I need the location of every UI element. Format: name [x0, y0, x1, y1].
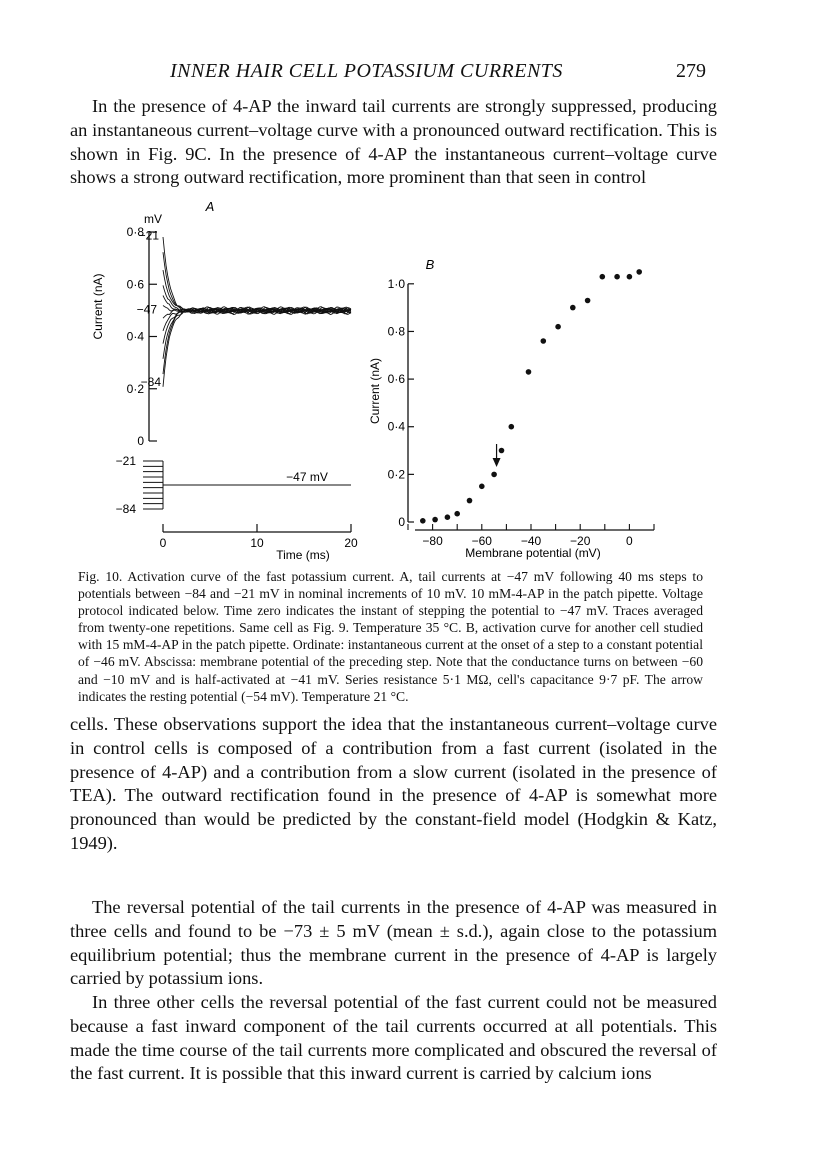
data-point	[614, 274, 620, 280]
panel-b-y-axis-title: Current (nA)	[368, 357, 382, 425]
panel-b	[368, 257, 654, 560]
data-point	[541, 338, 547, 344]
trace-label-bottom: −84	[140, 374, 161, 389]
running-head: INNER HAIR CELL POTASSIUM CURRENTS	[170, 60, 563, 82]
panel-a-x-tick-label: 0	[159, 536, 167, 550]
data-point	[467, 498, 473, 504]
data-point	[570, 305, 576, 311]
data-point	[479, 484, 485, 490]
data-point	[445, 514, 451, 520]
panel-a-y-tick-label: 0·6	[126, 277, 144, 292]
page-number: 279	[676, 60, 706, 82]
mv-unit-label: mV	[144, 212, 162, 226]
panel-a-x-tick-label: 10	[250, 536, 264, 550]
panel-a-y-tick-label: 0·2	[126, 381, 144, 396]
panel-b-x-tick-label: −60	[471, 534, 492, 548]
data-point	[432, 517, 438, 523]
resting-potential-arrow-head	[493, 458, 501, 467]
paragraph-4: In three other cells the reversal potential of the fast current could not be measured because a fast inward component of the tail currents occurred at all potentials. This made the time course of the tail currents more complicated and obscured the reversal of the fast current. It is possible that this inward current is carried by calcium ions	[70, 992, 717, 1084]
panel-b-label: B	[425, 257, 435, 272]
panel-b-x-tick-label: −80	[422, 534, 443, 548]
tail-current-trace	[163, 252, 351, 314]
data-point	[585, 298, 591, 304]
data-point	[636, 269, 642, 275]
panel-b-y-tick-label: 0·8	[387, 324, 405, 339]
panel-b-x-tick-label: 0	[626, 534, 633, 548]
data-point	[509, 424, 515, 430]
data-point	[499, 448, 505, 454]
panel-b-y-tick-label: 1·0	[387, 276, 405, 291]
data-point	[491, 472, 497, 478]
paragraph-1: In the presence of 4-AP the inward tail currents are strongly suppressed, producing an instantaneous current–voltage curve with a pronounced outward rectification. This is shown in Fig. 9C. In the presence of 4-AP the instantaneous current–voltage curve shows a strong outward rectification, more prominent than that seen in control	[70, 96, 717, 188]
trace-label-middle: −47	[136, 302, 157, 317]
protocol-label-hold: −47 mV	[286, 470, 328, 484]
panel-a-y-tick-label: 0·4	[126, 329, 144, 344]
panel-b-y-tick-label: 0·4	[387, 419, 405, 434]
panel-b-y-tick-label: 0	[398, 515, 405, 529]
data-point	[627, 274, 633, 280]
panel-b-x-tick-label: −40	[520, 534, 542, 548]
panel-b-x-tick-label: −20	[570, 534, 591, 548]
data-point	[600, 274, 606, 280]
figure-10	[0, 0, 816, 570]
trace-label-top: −21	[138, 228, 159, 243]
data-point	[555, 324, 561, 330]
protocol-label-top: −21	[115, 454, 136, 468]
panel-a-y-tick-label: 0	[137, 434, 144, 448]
tail-current-trace	[163, 307, 351, 387]
panel-a	[91, 199, 358, 562]
panel-a-y-axis-title: Current (nA)	[91, 273, 105, 340]
panel-a-x-axis-title: Time (ms)	[276, 548, 330, 562]
data-point	[454, 511, 460, 517]
panel-b-y-tick-label: 0·2	[387, 467, 405, 482]
paragraph-2: cells. These observations support the idea that the instantaneous current–voltage curve in control cells is composed of a contribution from a fast current (isolated in the presence of 4-AP) and a contribution from a slow current (isolated in the presence of TEA). The outward rectification found in the presence of 4-AP is somewhat more pronounced than would be predicted by the constant-field model (Hodgkin & Katz, 1949).	[70, 714, 717, 853]
panel-b-y-tick-label: 0·6	[387, 372, 405, 387]
panel-a-y-tick-label: 0·8	[126, 225, 144, 239]
panel-b-x-axis-title: Membrane potential (mV)	[465, 546, 601, 560]
figure-caption: Fig. 10. Activation curve of the fast potassium current. A, tail currents at −47 mV following 40 ms steps to potentials between −84 and −21 mV in nominal increments of 10 mV. 10 mM-4-AP in the patch pipette. Voltage protocol indicated below. Time zero indicates the instant of stepping the potential to −47 mV. Traces averaged from twenty-one repetitions. Same cell as Fig. 9. Temperature 35 °C. B, activation curve for another cell studied with 15 mM-4-AP in the patch pipette. Ordinate: instantaneous current at the onset of a step to a constant potential of −46 mV. Abscissa: membrane potential of the preceding step. Note that the conductance turns on between −60 and −10 mV and is half-activated at −41 mV. Series resistance 5·1 MΩ, cell's capacitance 9·7 pF. The arrow indicates the resting potential (−54 mV). Temperature 21 °C.	[78, 569, 703, 704]
tail-current-trace	[163, 308, 351, 359]
data-point	[420, 518, 426, 524]
paragraph-3: The reversal potential of the tail currents in the presence of 4-AP was measured in three cells and found to be −73 ± 5 mV (mean ± s.d.), again close to the potassium equilibrium potential; thus the membrane current in the presence of 4-AP is largely carried by potassium ions.	[70, 897, 717, 989]
data-point	[526, 369, 532, 375]
panel-a-x-tick-label: 20	[344, 536, 358, 550]
tail-current-trace	[163, 237, 351, 315]
panel-a-label: A	[205, 199, 215, 214]
tail-current-trace	[163, 307, 351, 374]
protocol-label-bottom: −84	[115, 502, 136, 516]
